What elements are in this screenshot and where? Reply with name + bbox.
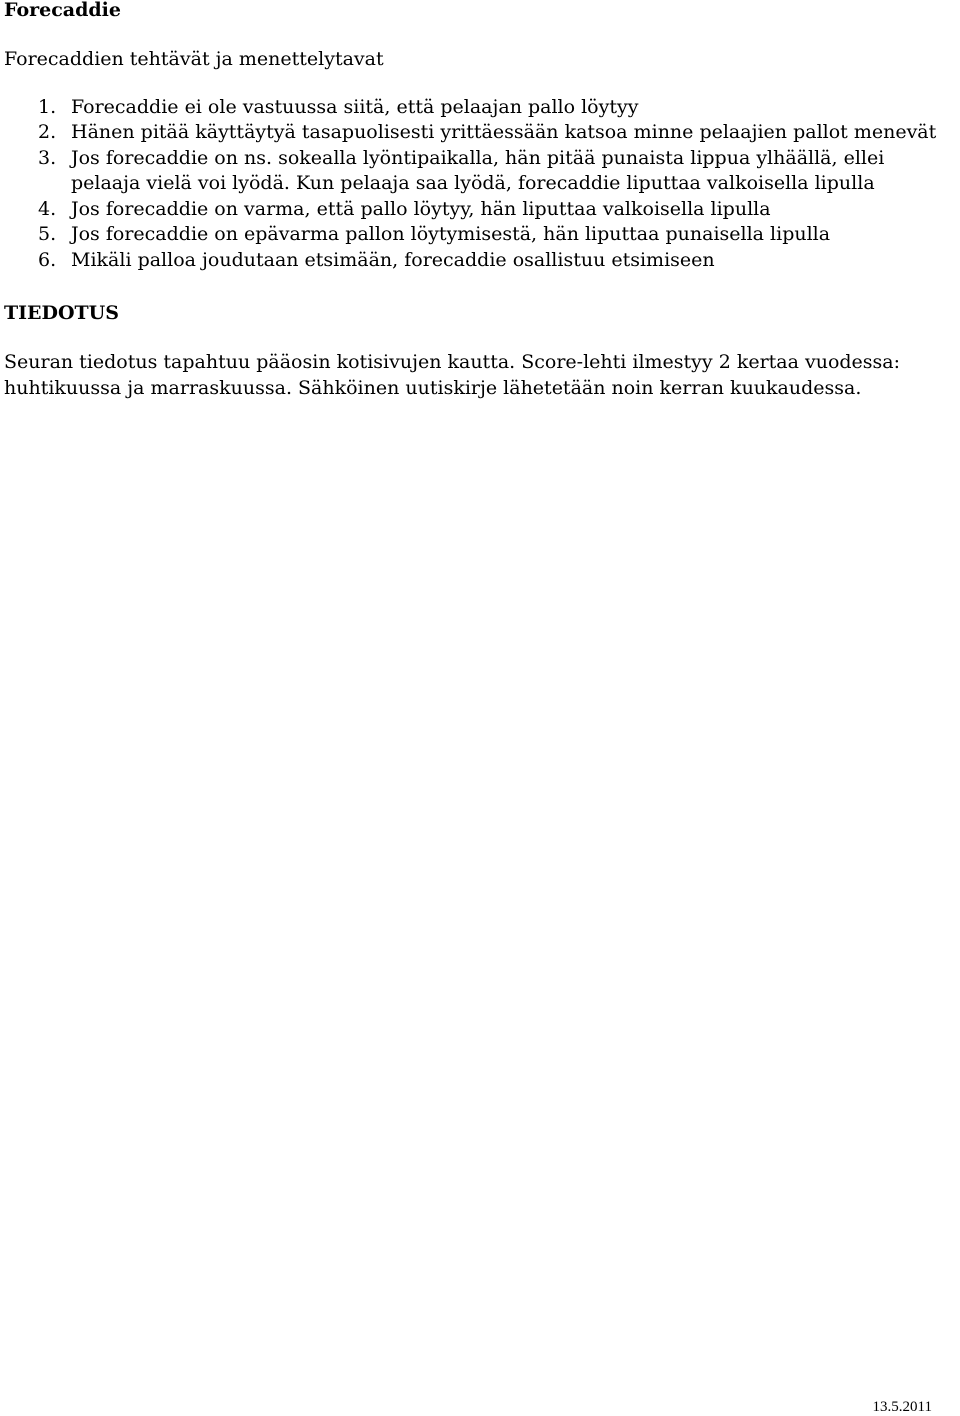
document-title: Forecaddie (4, 0, 121, 21)
list-item-number: 1. (38, 95, 57, 118)
list-item-number: 6. (38, 248, 57, 271)
list-item (4, 197, 956, 223)
list-item-number: 3. (38, 146, 57, 169)
info-heading: TIEDOTUS (4, 302, 119, 324)
rules-list (4, 95, 956, 274)
list-item (4, 248, 956, 274)
list-item-number: 5. (38, 223, 57, 245)
section-subtitle: Forecaddien tehtävät ja menettelytavat (4, 48, 384, 70)
list-item-number: 4. (38, 197, 57, 220)
list-item (4, 95, 956, 121)
list-item-text: Jos forecaddie on ns. sokealla lyöntipaikalla, hän pitää punaista lippua ylhäällä, ellei pelaaja vielä voi lyödä. Kun pelaaja saa lyödä, forecaddie liputtaa valkoisella lipulla (71, 146, 885, 194)
list-item-text: Jos forecaddie on epävarma pallon löytymisestä, hän liputtaa punaisella lipulla (71, 223, 831, 245)
list-item (4, 222, 956, 248)
list-item-text: Hänen pitää käyttäytyä tasapuolisesti yrittäessään katsoa minne pelaajien pallot menevät (71, 121, 937, 143)
info-paragraph: Seuran tiedotus tapahtuu pääosin kotisivujen kautta. Score-lehti ilmestyy 2 kertaa vuodessa: huhtikuussa ja marraskuussa. Sähköinen uutiskirje lähetetään noin kerran kuukaudessa. (4, 351, 901, 399)
list-item-text: Mikäli palloa joudutaan etsimään, forecaddie osallistuu etsimiseen (71, 248, 715, 271)
document-page (4, 0, 956, 401)
list-item-number: 2. (38, 121, 57, 143)
list-item (4, 120, 956, 146)
list-item-text: Jos forecaddie on varma, että pallo löytyy, hän liputtaa valkoisella lipulla (71, 197, 771, 220)
footer-date: 13.5.2011 (872, 1399, 932, 1415)
list-item (4, 146, 956, 197)
list-item-text: Forecaddie ei ole vastuussa siitä, että pelaajan pallo löytyy (71, 95, 639, 118)
